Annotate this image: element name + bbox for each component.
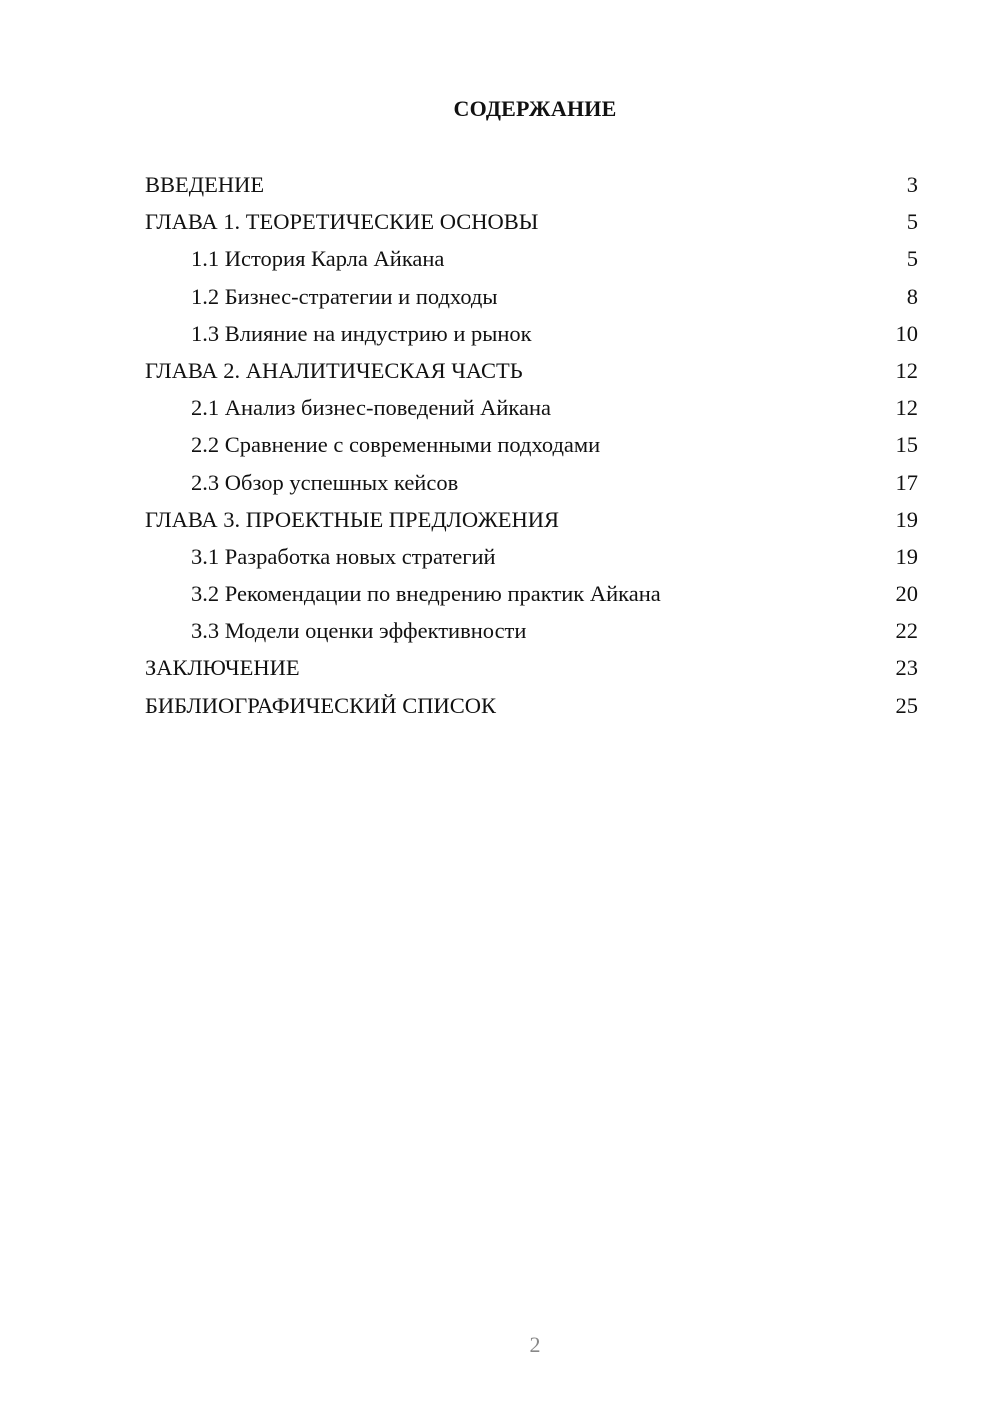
toc-entry-label: 3.2 Рекомендации по внедрению практик Айкана bbox=[191, 581, 661, 607]
toc-entry-section-1-2[interactable] bbox=[145, 278, 918, 315]
toc-entry-chapter-3[interactable] bbox=[145, 501, 918, 538]
toc-entry-label: 3.1 Разработка новых стратегий bbox=[191, 543, 496, 569]
toc-entry-section-1-1[interactable] bbox=[145, 240, 918, 277]
toc-entry-page: 8 bbox=[906, 283, 918, 309]
toc-entry-label: 2.3 Обзор успешных кейсов bbox=[191, 469, 459, 495]
toc-entry-page: 17 bbox=[895, 469, 918, 495]
toc-entry-label: 1.1 История Карла Айкана bbox=[191, 246, 445, 272]
toc-entry-label: ГЛАВА 1. ТЕОРЕТИЧЕСКИЕ ОСНОВЫ bbox=[145, 209, 539, 235]
table-of-contents bbox=[145, 166, 918, 724]
page-number: 2 bbox=[529, 1332, 541, 1357]
toc-entry-page: 19 bbox=[895, 543, 918, 569]
toc-entry-page: 15 bbox=[895, 432, 918, 458]
toc-entry-page: 3 bbox=[906, 172, 918, 197]
toc-entry-label: ГЛАВА 3. ПРОЕКТНЫЕ ПРЕДЛОЖЕНИЯ bbox=[145, 506, 560, 532]
toc-entry-label: 2.1 Анализ бизнес-поведений Айкана bbox=[191, 395, 551, 421]
toc-entry-section-1-3[interactable] bbox=[145, 315, 918, 352]
toc-entry-label: 3.3 Модели оценки эффективности bbox=[191, 618, 527, 644]
toc-entry-page: 23 bbox=[895, 655, 918, 681]
toc-entry-label: 1.2 Бизнес-стратегии и подходы bbox=[191, 283, 498, 309]
toc-entry-page: 20 bbox=[895, 581, 918, 607]
toc-entry-page: 12 bbox=[895, 395, 918, 421]
toc-entry-page: 10 bbox=[895, 320, 918, 346]
toc-entry-introduction[interactable] bbox=[145, 166, 918, 203]
toc-entry-section-3-1[interactable] bbox=[145, 538, 918, 575]
toc-entry-label: ГЛАВА 2. АНАЛИТИЧЕСКАЯ ЧАСТЬ bbox=[145, 357, 523, 383]
toc-entry-chapter-2[interactable] bbox=[145, 352, 918, 389]
toc-entry-section-3-3[interactable] bbox=[145, 612, 918, 649]
toc-entry-page: 25 bbox=[895, 692, 918, 718]
toc-entry-section-2-1[interactable] bbox=[145, 389, 918, 426]
toc-entry-section-3-2[interactable] bbox=[145, 575, 918, 612]
toc-entry-page: 5 bbox=[906, 246, 918, 272]
toc-entry-conclusion[interactable] bbox=[145, 649, 918, 686]
toc-entry-page: 12 bbox=[895, 357, 918, 383]
page-title: СОДЕРЖАНИЕ bbox=[453, 96, 617, 121]
toc-entry-section-2-2[interactable] bbox=[145, 426, 918, 463]
toc-entry-page: 5 bbox=[906, 209, 918, 235]
toc-entry-label: ВВЕДЕНИЕ bbox=[145, 172, 265, 197]
toc-entry-label: ЗАКЛЮЧЕНИЕ bbox=[145, 655, 300, 681]
toc-entry-bibliography[interactable] bbox=[145, 687, 918, 724]
toc-entry-label: 1.3 Влияние на индустрию и рынок bbox=[191, 320, 532, 346]
toc-entry-chapter-1[interactable] bbox=[145, 203, 918, 240]
toc-entry-label: 2.2 Сравнение с современными подходами bbox=[191, 432, 601, 458]
toc-entry-section-2-3[interactable] bbox=[145, 464, 918, 501]
toc-entry-label: БИБЛИОГРАФИЧЕСКИЙ СПИСОК bbox=[145, 692, 497, 718]
toc-entry-page: 22 bbox=[895, 618, 918, 644]
toc-entry-page: 19 bbox=[895, 506, 918, 532]
